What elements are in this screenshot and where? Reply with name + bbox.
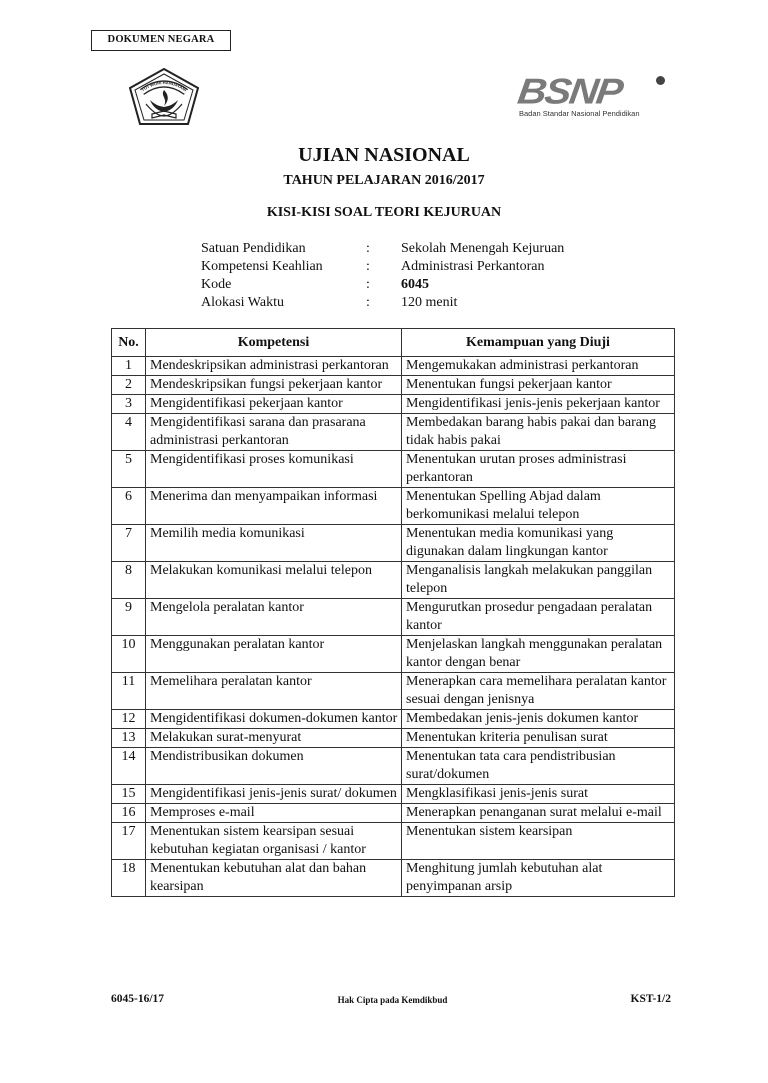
column-header-no: No. (112, 329, 146, 357)
kemampuan-cell: Membedakan barang habis pakai dan barang tidak habis pakai (402, 414, 675, 451)
academic-year: TAHUN PELAJARAN 2016/2017 (283, 173, 485, 188)
kemampuan-cell: Menghitung jumlah kebutuhan alat penyimpanan arsip (402, 860, 675, 897)
kemampuan-cell: Menentukan fungsi pekerjaan kantor (402, 376, 675, 395)
row-number: 14 (112, 748, 146, 785)
dokumen-negara-stamp: DOKUMEN NEGARA (91, 30, 231, 51)
table-row (112, 823, 675, 860)
table-row (112, 451, 675, 488)
row-number: 4 (112, 414, 146, 451)
kompetensi-cell: Mengidentifikasi sarana dan prasarana administrasi perkantoran (146, 414, 402, 451)
row-number: 11 (112, 673, 146, 710)
kemampuan-cell: Menerapkan cara memelihara peralatan kantor sesuai dengan jenisnya (402, 673, 675, 710)
kemampuan-cell: Menentukan sistem kearsipan (402, 823, 675, 860)
row-number: 7 (112, 525, 146, 562)
kompetensi-cell: Mengidentifikasi jenis-jenis surat/ dokumen (146, 785, 402, 804)
table-row (112, 395, 675, 414)
kemampuan-cell: Mengemukakan administrasi perkantoran (402, 357, 675, 376)
row-number: 13 (112, 729, 146, 748)
info-value: Sekolah Menengah Kejuruan (401, 241, 565, 256)
kemampuan-cell: Menentukan media komunikasi yang digunakan dalam lingkungan kantor (402, 525, 675, 562)
tut-wuri-handayani-seal-icon (124, 66, 204, 130)
row-number: 15 (112, 785, 146, 804)
kemampuan-cell: Menentukan Spelling Abjad dalam berkomunikasi melalui telepon (402, 488, 675, 525)
info-label: Kode (201, 277, 232, 292)
footer-copyright: Hak Cipta pada Kemdikbud (337, 995, 448, 1005)
kompetensi-cell: Mengidentifikasi proses komunikasi (146, 451, 402, 488)
kompetensi-cell: Menentukan kebutuhan alat dan bahan kearsipan (146, 860, 402, 897)
table-row (112, 562, 675, 599)
kompetensi-cell: Memproses e-mail (146, 804, 402, 823)
kompetensi-cell: Mengidentifikasi dokumen-dokumen kantor (146, 710, 402, 729)
kemampuan-cell: Menentukan urutan proses administrasi perkantoran (402, 451, 675, 488)
registered-mark-icon (656, 76, 665, 85)
bsnp-logo-wordmark: BSNP (515, 72, 624, 112)
row-number: 18 (112, 860, 146, 897)
row-number: 9 (112, 599, 146, 636)
kompetensi-cell: Mendeskripsikan fungsi pekerjaan kantor (146, 376, 402, 395)
table-header-row (112, 329, 675, 357)
seal-motto-text: TUT WURI HANDAYANI (140, 79, 188, 93)
info-value: 120 menit (401, 295, 458, 310)
kompetensi-cell: Memelihara peralatan kantor (146, 673, 402, 710)
row-number: 12 (112, 710, 146, 729)
table-row (112, 488, 675, 525)
table-row (112, 710, 675, 729)
kompetensi-cell: Mengidentifikasi pekerjaan kantor (146, 395, 402, 414)
info-colon: : (366, 259, 370, 274)
table-row (112, 748, 675, 785)
table-row (112, 525, 675, 562)
info-label: Kompetensi Keahlian (201, 259, 323, 274)
exam-title: UJIAN NASIONAL (298, 144, 470, 166)
kompetensi-cell: Mendistribusikan dokumen (146, 748, 402, 785)
kompetensi-cell: Mendeskripsikan administrasi perkantoran (146, 357, 402, 376)
kemampuan-cell: Mengklasifikasi jenis-jenis surat (402, 785, 675, 804)
table-row (112, 785, 675, 804)
kompetensi-cell: Menerima dan menyampaikan informasi (146, 488, 402, 525)
table-row (112, 860, 675, 897)
info-label: Alokasi Waktu (201, 295, 284, 310)
kompetensi-cell: Menggunakan peralatan kantor (146, 636, 402, 673)
table-row (112, 357, 675, 376)
info-value: 6045 (401, 277, 429, 292)
page-footer (111, 993, 674, 1013)
info-label: Satuan Pendidikan (201, 241, 306, 256)
row-number: 2 (112, 376, 146, 395)
info-colon: : (366, 241, 370, 256)
bsnp-logo-subtitle: Badan Standar Nasional Pendidikan (519, 109, 640, 118)
kemampuan-cell: Mengidentifikasi jenis-jenis pekerjaan kantor (402, 395, 675, 414)
kemampuan-cell: Menentukan kriteria penulisan surat (402, 729, 675, 748)
info-value: Administrasi Perkantoran (401, 259, 545, 274)
table-row (112, 804, 675, 823)
table-row (112, 599, 675, 636)
column-header-kemampuan: Kemampuan yang Diuji (402, 329, 675, 357)
info-row-kode (201, 276, 621, 294)
document-subtitle: KISI-KISI SOAL TEORI KEJURUAN (266, 205, 502, 220)
info-colon: : (366, 295, 370, 310)
table-row (112, 673, 675, 710)
kemampuan-cell: Mengurutkan prosedur pengadaan peralatan kantor (402, 599, 675, 636)
kompetensi-cell: Memilih media komunikasi (146, 525, 402, 562)
footer-page-number: KST-1/2 (630, 993, 671, 1005)
row-number: 10 (112, 636, 146, 673)
table-row (112, 636, 675, 673)
kemampuan-cell: Menentukan tata cara pendistribusian surat/dokumen (402, 748, 675, 785)
info-row-alokasi-waktu (201, 294, 621, 312)
info-row-kompetensi-keahlian (201, 258, 621, 276)
row-number: 1 (112, 357, 146, 376)
row-number: 16 (112, 804, 146, 823)
kompetensi-cell: Menentukan sistem kearsipan sesuai kebutuhan kegiatan organisasi / kantor (146, 823, 402, 860)
row-number: 5 (112, 451, 146, 488)
info-colon: : (366, 277, 370, 292)
footer-document-code: 6045-16/17 (111, 993, 165, 1005)
bsnp-logo (514, 72, 674, 124)
table-row (112, 729, 675, 748)
exam-info (201, 240, 621, 312)
table-row (112, 414, 675, 451)
kemampuan-cell: Membedakan jenis-jenis dokumen kantor (402, 710, 675, 729)
column-header-kompetensi: Kompetensi (146, 329, 402, 357)
row-number: 8 (112, 562, 146, 599)
kompetensi-cell: Melakukan surat-menyurat (146, 729, 402, 748)
info-row-satuan-pendidikan (201, 240, 621, 258)
row-number: 3 (112, 395, 146, 414)
kompetensi-cell: Melakukan komunikasi melalui telepon (146, 562, 402, 599)
kemampuan-cell: Menerapkan penanganan surat melalui e-mail (402, 804, 675, 823)
row-number: 6 (112, 488, 146, 525)
kemampuan-cell: Menganalisis langkah melakukan panggilan telepon (402, 562, 675, 599)
kisi-kisi-table (111, 328, 675, 897)
kemampuan-cell: Menjelaskan langkah menggunakan peralatan kantor dengan benar (402, 636, 675, 673)
kompetensi-cell: Mengelola peralatan kantor (146, 599, 402, 636)
table-row (112, 376, 675, 395)
row-number: 17 (112, 823, 146, 860)
